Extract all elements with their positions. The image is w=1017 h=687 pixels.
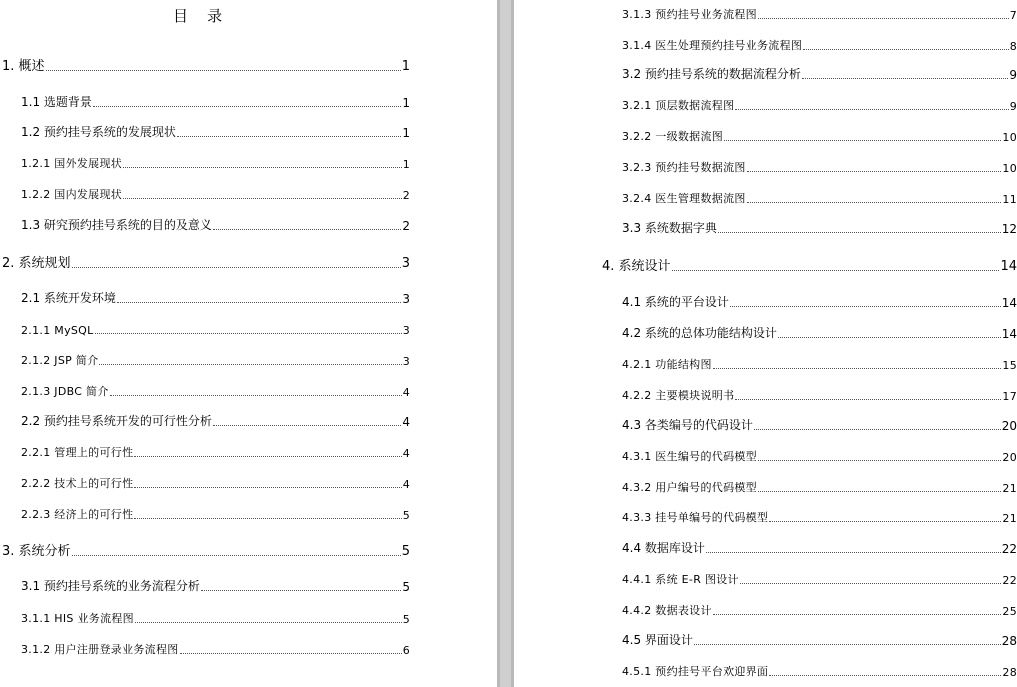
toc-entry-label: 2.1 系统开发环境 xyxy=(21,291,116,305)
toc-entry[interactable] xyxy=(622,356,1017,372)
toc-entry-page: 1 xyxy=(401,59,410,74)
toc-leader-dots xyxy=(213,229,401,230)
toc-entry-page: 3 xyxy=(402,324,410,337)
toc-entry-page: 2 xyxy=(402,219,410,233)
toc-leader-dots xyxy=(123,198,402,199)
toc-entry-page: 3 xyxy=(401,256,410,271)
toc-entry-page: 3 xyxy=(402,292,410,306)
toc-entry[interactable] xyxy=(622,602,1017,618)
toc-entry-page: 14 xyxy=(1001,327,1017,341)
toc-leader-dots xyxy=(46,70,401,71)
toc-entry[interactable] xyxy=(21,94,410,110)
toc-entry[interactable] xyxy=(21,475,410,491)
toc-leader-dots xyxy=(134,518,401,519)
toc-entry[interactable] xyxy=(622,220,1017,236)
toc-entry-label: 4.3.3 挂号单编号的代码模型 xyxy=(622,511,769,524)
toc-entry-page: 21 xyxy=(1002,512,1017,525)
toc-leader-dots xyxy=(713,614,1002,615)
toc-entry-label: 4.2.1 功能结构图 xyxy=(622,358,712,371)
toc-entry[interactable] xyxy=(622,632,1017,648)
toc-entry[interactable] xyxy=(21,217,410,233)
toc-entry-page: 5 xyxy=(401,544,410,559)
toc-leader-dots xyxy=(180,653,402,654)
toc-leader-dots xyxy=(747,171,1002,172)
toc-leader-dots xyxy=(672,270,1000,271)
toc-entry-page: 4 xyxy=(402,447,410,460)
toc-entry-label: 2.2.3 经济上的可行性 xyxy=(21,508,134,521)
toc-entry[interactable] xyxy=(21,444,410,460)
toc-entry[interactable] xyxy=(622,387,1017,403)
toc-leader-dots xyxy=(802,78,1008,79)
toc-entry-page: 22 xyxy=(1002,574,1017,587)
toc-leader-dots xyxy=(72,555,401,556)
toc-entry[interactable] xyxy=(622,294,1017,310)
toc-entry-label: 4.3.1 医生编号的代码模型 xyxy=(622,450,757,463)
toc-entry-page: 3 xyxy=(402,355,410,368)
toc-leader-dots xyxy=(713,368,1002,369)
toc-entry-label: 2. 系统规划 xyxy=(2,256,71,271)
toc-entry-page: 15 xyxy=(1002,359,1017,372)
toc-entry[interactable] xyxy=(21,186,410,202)
toc-leader-dots xyxy=(177,136,401,137)
toc-entry-page: 20 xyxy=(1002,451,1017,464)
toc-entry[interactable] xyxy=(2,255,410,271)
toc-entry-label: 3.2.2 一级数据流图 xyxy=(622,130,724,143)
toc-leader-dots xyxy=(803,49,1009,50)
toc-entry-label: 3.1 预约挂号系统的业务流程分析 xyxy=(21,579,200,593)
toc-leader-dots xyxy=(123,167,402,168)
toc-leader-dots xyxy=(706,552,1001,553)
toc-leader-dots xyxy=(735,109,1008,110)
toc-leader-dots xyxy=(134,456,401,457)
toc-entry[interactable] xyxy=(21,506,410,522)
toc-entry-page: 5 xyxy=(402,613,410,626)
toc-entry-label: 4.4.1 系统 E-R 图设计 xyxy=(622,573,739,586)
toc-leader-dots xyxy=(110,395,402,396)
toc-entry[interactable] xyxy=(622,448,1017,464)
toc-entry-page: 4 xyxy=(402,415,410,429)
toc-entry-label: 3.3 系统数据字典 xyxy=(622,221,717,235)
toc-leader-dots xyxy=(778,337,1001,338)
toc-entry[interactable] xyxy=(622,479,1017,495)
toc-entry-label: 4.3.2 用户编号的代码模型 xyxy=(622,481,757,494)
toc-entry-page: 11 xyxy=(1002,193,1017,206)
toc-entry-page: 5 xyxy=(402,509,410,522)
toc-entry-page: 5 xyxy=(402,580,410,594)
toc-entry-page: 1 xyxy=(402,96,410,110)
toc-entry-page: 14 xyxy=(1001,296,1017,310)
toc-entry[interactable] xyxy=(21,578,410,594)
toc-entry-page: 28 xyxy=(1001,634,1017,648)
toc-entry-label: 1.2 预约挂号系统的发展现状 xyxy=(21,125,176,139)
toc-entry[interactable] xyxy=(21,610,410,626)
toc-leader-dots xyxy=(99,364,401,365)
toc-entry-page: 7 xyxy=(1009,9,1017,22)
toc-entry-label: 3.2.4 医生管理数据流图 xyxy=(622,192,746,205)
toc-entry[interactable] xyxy=(622,509,1017,525)
toc-entry-label: 2.2.2 技术上的可行性 xyxy=(21,477,134,490)
toc-entry-label: 3.2 预约挂号系统的数据流程分析 xyxy=(622,67,801,81)
toc-leader-dots xyxy=(735,399,1001,400)
toc-entry-label: 1.1 选题背景 xyxy=(21,95,92,109)
toc-leader-dots xyxy=(740,583,1002,584)
toc-entry[interactable] xyxy=(622,6,1017,22)
toc-entry-label: 4.4 数据库设计 xyxy=(622,541,705,555)
toc-entry[interactable] xyxy=(21,321,410,337)
toc-entry-label: 1.3 研究预约挂号系统的目的及意义 xyxy=(21,218,212,232)
toc-leader-dots xyxy=(201,590,401,591)
toc-entry-label: 3. 系统分析 xyxy=(2,544,71,559)
toc-entry-page: 14 xyxy=(1000,259,1017,274)
toc-entry-label: 4.5.1 预约挂号平台欢迎界面 xyxy=(622,665,769,678)
toc-entry-page: 1 xyxy=(402,126,410,140)
toc-entry-label: 3.1.3 预约挂号业务流程图 xyxy=(622,8,757,21)
toc-entry[interactable] xyxy=(622,66,1017,82)
toc-page-left xyxy=(0,0,497,687)
toc-leader-dots xyxy=(135,622,402,623)
toc-entry-page: 8 xyxy=(1009,40,1017,53)
toc-entry-label: 4.1 系统的平台设计 xyxy=(622,295,729,309)
toc-entry-label: 3.2.1 顶层数据流程图 xyxy=(622,99,735,112)
toc-entry-page: 12 xyxy=(1001,222,1017,236)
toc-entry[interactable] xyxy=(622,325,1017,341)
toc-entry[interactable] xyxy=(21,290,410,306)
toc-entry[interactable] xyxy=(622,97,1017,113)
toc-entry-label: 2.2.1 管理上的可行性 xyxy=(21,446,134,459)
toc-entry[interactable] xyxy=(21,413,410,429)
toc-leader-dots xyxy=(730,306,1001,307)
toc-entry[interactable] xyxy=(622,540,1017,556)
toc-leader-dots xyxy=(724,140,1001,141)
toc-entry-page: 25 xyxy=(1002,605,1017,618)
toc-leader-dots xyxy=(747,202,1002,203)
toc-leader-dots xyxy=(718,232,1001,233)
toc-entry[interactable] xyxy=(21,383,410,399)
toc-entry[interactable] xyxy=(21,155,410,171)
toc-entry-page: 4 xyxy=(402,386,410,399)
toc-entry[interactable] xyxy=(622,159,1017,175)
toc-entry-label: 2.1.1 MySQL xyxy=(21,324,94,337)
toc-entry-label: 2.1.2 JSP 简介 xyxy=(21,354,99,367)
toc-entry-label: 4.3 各类编号的代码设计 xyxy=(622,418,753,432)
toc-leader-dots xyxy=(213,425,401,426)
toc-entry-page: 10 xyxy=(1002,131,1017,144)
toc-entry[interactable] xyxy=(21,352,410,368)
toc-entry-label: 2.2 预约挂号系统开发的可行性分析 xyxy=(21,414,212,428)
toc-leader-dots xyxy=(134,487,401,488)
toc-entry-label: 1. 概述 xyxy=(2,59,45,74)
toc-entry-page: 20 xyxy=(1001,419,1017,433)
toc-leader-dots xyxy=(758,18,1009,19)
toc-leader-dots xyxy=(117,302,401,303)
toc-entry-label: 3.1.1 HIS 业务流程图 xyxy=(21,612,134,625)
toc-entry-page: 17 xyxy=(1002,390,1017,403)
toc-leader-dots xyxy=(72,267,401,268)
toc-page-right xyxy=(514,0,1017,687)
toc-entry[interactable] xyxy=(622,128,1017,144)
toc-entry[interactable] xyxy=(622,37,1017,53)
toc-entry-label: 2.1.3 JDBC 简介 xyxy=(21,385,109,398)
toc-entry-label: 4. 系统设计 xyxy=(602,259,671,274)
toc-entry-label: 4.5 界面设计 xyxy=(622,633,693,647)
toc-entry[interactable] xyxy=(21,124,410,140)
toc-title: 目 录 xyxy=(173,7,223,25)
toc-leader-dots xyxy=(95,333,402,334)
toc-leader-dots xyxy=(694,644,1001,645)
toc-entry-page: 22 xyxy=(1001,542,1017,556)
toc-leader-dots xyxy=(758,460,1001,461)
toc-entry[interactable] xyxy=(21,641,410,657)
page-gap xyxy=(497,0,514,687)
toc-entry-page: 28 xyxy=(1002,666,1017,679)
toc-entry[interactable] xyxy=(2,58,410,74)
toc-entry-page: 6 xyxy=(402,644,410,657)
toc-entry[interactable] xyxy=(622,571,1017,587)
toc-entry-label: 4.2 系统的总体功能结构设计 xyxy=(622,326,777,340)
toc-entry-page: 10 xyxy=(1002,162,1017,175)
toc-entry[interactable] xyxy=(622,190,1017,206)
toc-entry-label: 4.2.2 主要模块说明书 xyxy=(622,389,735,402)
toc-entry-page: 1 xyxy=(402,158,410,171)
toc-entry-label: 3.1.2 用户注册登录业务流程图 xyxy=(21,643,179,656)
toc-entry-label: 4.4.2 数据表设计 xyxy=(622,604,712,617)
toc-entry-page: 2 xyxy=(402,189,410,202)
toc-entry-label: 3.1.4 医生处理预约挂号业务流程图 xyxy=(622,39,803,52)
toc-entry-label: 1.2.2 国内发展现状 xyxy=(21,188,123,201)
toc-entry[interactable] xyxy=(2,543,410,559)
toc-entry-page: 21 xyxy=(1002,482,1017,495)
toc-leader-dots xyxy=(769,521,1001,522)
toc-leader-dots xyxy=(754,429,1001,430)
toc-entry[interactable] xyxy=(622,417,1017,433)
toc-entry-label: 1.2.1 国外发展现状 xyxy=(21,157,123,170)
toc-entry[interactable] xyxy=(602,258,1017,274)
toc-entry-page: 9 xyxy=(1009,100,1017,113)
toc-leader-dots xyxy=(758,491,1001,492)
toc-leader-dots xyxy=(769,675,1001,676)
toc-entry-page: 9 xyxy=(1009,68,1017,82)
toc-entry[interactable] xyxy=(622,663,1017,679)
toc-entry-page: 4 xyxy=(402,478,410,491)
toc-leader-dots xyxy=(93,106,401,107)
toc-entry-label: 3.2.3 预约挂号数据流图 xyxy=(622,161,746,174)
